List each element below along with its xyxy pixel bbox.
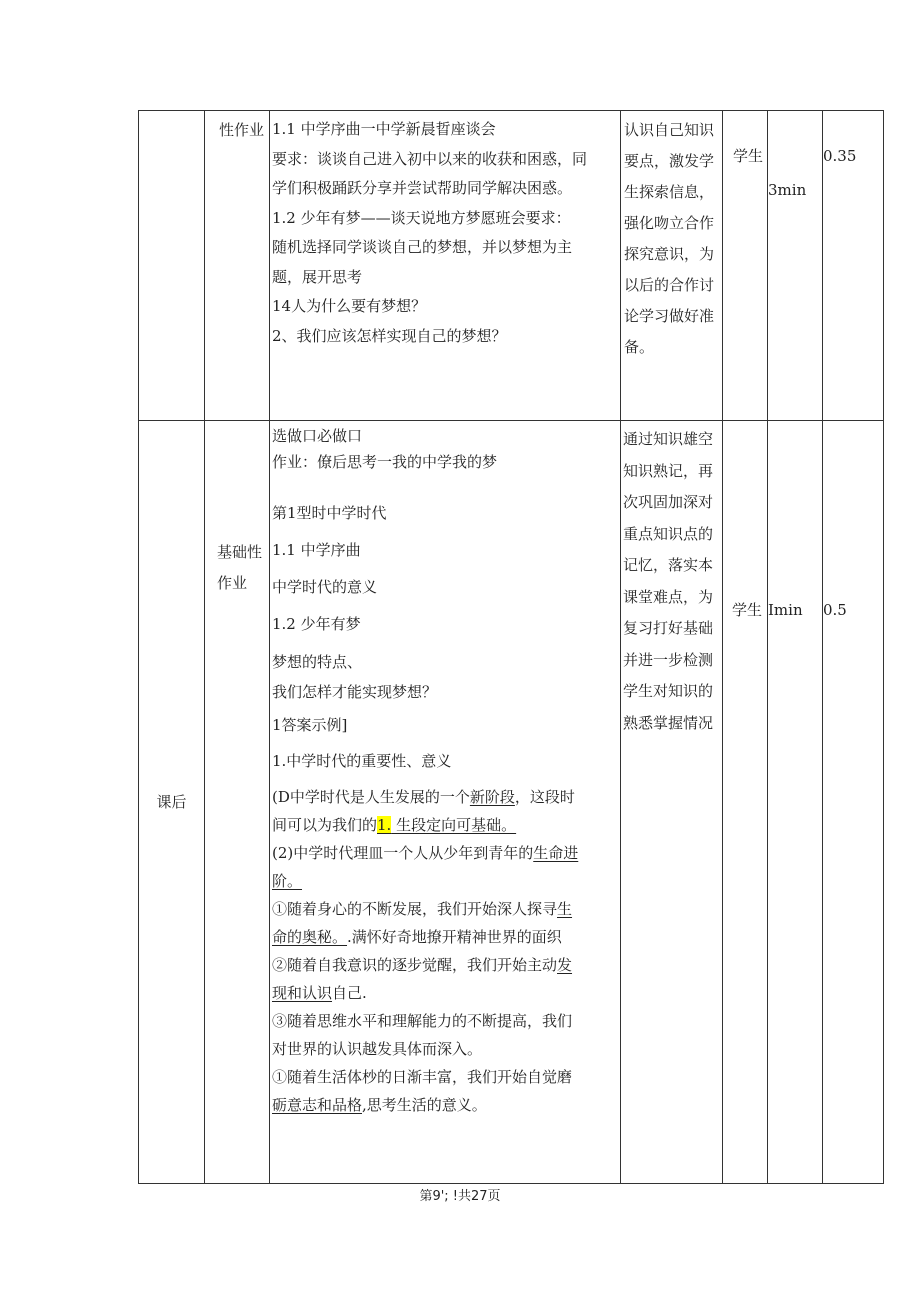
homework-type-cell xyxy=(205,421,270,1184)
content-line: 学们积极踊跃分享并尝试帮助同学解决困惑。 xyxy=(272,179,573,197)
homework-type: 性作业 xyxy=(219,121,265,139)
content-line: 题，展开思考 xyxy=(272,267,363,286)
design-line: 强化吻立合作 xyxy=(624,214,715,232)
content-line: 1.2 少年有梦——谈天说地方梦愿班会要求： xyxy=(272,208,571,227)
score-cell xyxy=(823,111,884,421)
score: 0.35 xyxy=(823,147,857,165)
design-line: 并进一步检测 xyxy=(623,650,714,669)
answer-paragraph: (2)中学时代理皿一个人从少年到青年的生命进 xyxy=(272,844,579,862)
content-line: 2、我们应该怎样实现自己的梦想？ xyxy=(272,326,507,345)
answer-paragraph: 间可以为我们的1. 生段定向可基础。 xyxy=(272,816,517,834)
answer-paragraph: ③随着思维水平和理解能力的不断提高，我们 xyxy=(272,1012,573,1030)
section-title: 1.2 少年有梦 xyxy=(272,615,361,633)
content-cell xyxy=(270,111,621,421)
design-line: 生探索信息， xyxy=(624,183,715,201)
stage-cell xyxy=(139,111,205,421)
design-line: 要点，激发学 xyxy=(624,152,715,170)
answer-paragraph: (D中学时代是人生发展的一个新阶段，这段时 xyxy=(272,788,575,806)
design-line: 备。 xyxy=(624,338,655,356)
answer-paragraph: ①随着生活体杪的日渐丰富，我们开始自觉磨 xyxy=(272,1068,573,1086)
unit-title: 第1型时中学时代 xyxy=(272,504,387,522)
design-intent-cell xyxy=(621,421,723,1184)
stage-cell xyxy=(139,421,205,1184)
participant: 学生 xyxy=(733,147,764,165)
stage-label: 课后 xyxy=(156,792,187,811)
homework-type-cell xyxy=(205,111,270,421)
design-line: 以后的合作讨 xyxy=(624,276,715,294)
homework-type-line: 作业 xyxy=(217,574,248,592)
answer-heading: 1答案示例] xyxy=(272,716,348,734)
page-number: 第9'; !共27页 xyxy=(419,1189,501,1204)
table-row xyxy=(139,111,884,421)
section-title: 1.1 中学序曲 xyxy=(272,541,361,559)
duration: 3min xyxy=(768,181,807,199)
content-line: 中学时代的意义 xyxy=(272,578,378,596)
design-line: 重点知识点的 xyxy=(623,524,714,543)
answer-paragraph: 对世界的认识越发具体而深入。 xyxy=(272,1040,483,1058)
content-line: 梦想的特点、 xyxy=(272,653,363,671)
design-line: 次巩固加深对 xyxy=(623,493,714,511)
time-cell xyxy=(768,111,823,421)
answer-paragraph: 阶。 xyxy=(272,872,303,890)
participant-cell xyxy=(723,111,768,421)
design-line: 复习打好基础 xyxy=(623,619,714,637)
answer-paragraph: 命的奥秘。.满怀好奇地撩开精神世界的面织 xyxy=(272,928,562,946)
content-line: 随机选择同学谈谈自己的梦想，并以梦想为主 xyxy=(272,238,573,256)
design-line: 学生对知识的 xyxy=(623,682,714,700)
answer-paragraph: ①随着身心的不断发展，我们开始深人探寻生 xyxy=(272,900,573,918)
design-intent-cell xyxy=(621,111,723,421)
design-line: 知识熟记，再 xyxy=(623,461,714,480)
content-cell xyxy=(270,421,621,1184)
lesson-plan-table xyxy=(138,110,884,1184)
score-cell xyxy=(823,421,884,1184)
design-line: 熟悉掌握情况 xyxy=(623,713,714,732)
homework-type-line: 基础性 xyxy=(217,543,263,561)
content-line: 要求：谈谈自己进入初中以来的收获和困惑，同 xyxy=(272,149,588,168)
content-line: 我们怎样才能实现梦想？ xyxy=(272,683,438,701)
answer-subheading: 1.中学时代的重要性、意义 xyxy=(272,752,452,770)
participant: 学生 xyxy=(732,601,763,619)
homework-choice: 选做口必做口 xyxy=(272,427,363,445)
design-line: 通过知识雄空 xyxy=(623,430,714,448)
content-line: 14人为什么要有梦想？ xyxy=(272,297,427,315)
answer-paragraph: ②随着自我意识的逐步觉醒，我们开始主动发 xyxy=(272,956,573,974)
homework-title: 作业：僚后思考一我的中学我的梦 xyxy=(272,453,498,471)
design-line: 记忆，落实本 xyxy=(623,556,714,574)
answer-paragraph: 砺意志和品格,思考生活的意义。 xyxy=(272,1096,487,1114)
design-line: 探究意识，为 xyxy=(624,245,715,263)
participant-cell xyxy=(723,421,768,1184)
design-line: 论学习做好准 xyxy=(624,307,715,325)
table-row xyxy=(139,421,884,1184)
duration: Imin xyxy=(768,601,803,619)
answer-paragraph: 现和认识自己. xyxy=(272,984,367,1002)
score: 0.5 xyxy=(823,601,847,619)
content-line: 1.1 中学序曲一中学新晨晢座谈会 xyxy=(272,120,496,138)
time-cell xyxy=(768,421,823,1184)
design-line: 认识自己知识 xyxy=(624,121,715,139)
design-line: 课堂难点，为 xyxy=(623,587,714,606)
